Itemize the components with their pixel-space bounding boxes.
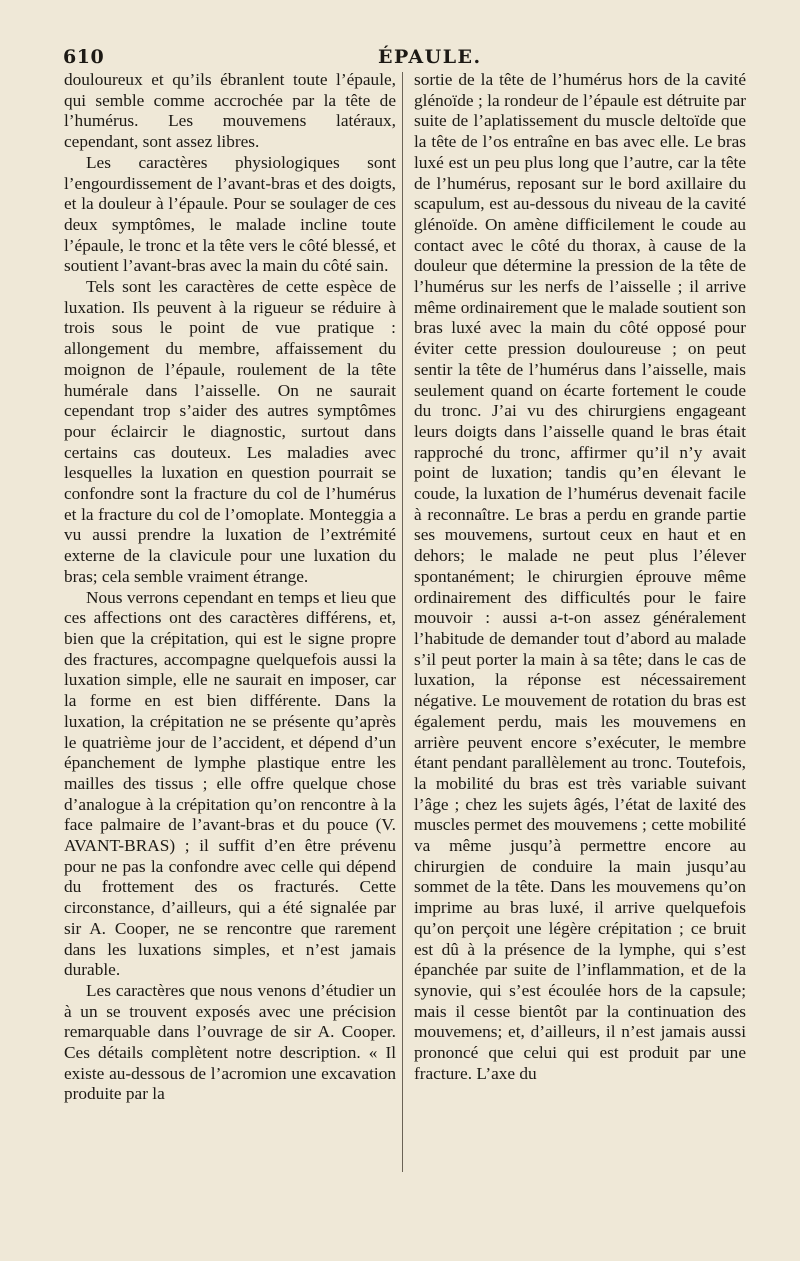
page-header bbox=[63, 46, 743, 72]
paragraph: sortie de la tête de l’humérus hors de la cavité glénoïde ; la rondeur de l’épaule est détruite par suite de l’aplatissement du muscle deltoïde que la tête de l’os entraîne en bas avec elle. Le bras luxé est un peu plus long que l’autre, car la tête de l’humérus, reposant sur le bord axillaire du scapulum, est au-dessous du niveau de la cavité glénoïde. On amène difficilement le coude au contact avec le côté du thorax, à cause de la douleur que détermine la pression de la tête de l’humérus sur les nerfs de l’aisselle ; il arrive même ordinairement que le malade soutient son bras luxé avec la main du côté opposé pour éviter cette pression douloureuse ; on peut sentir la tête de l’humérus dans l’aisselle, mais seulement quand on écarte fortement le coude du tronc. J’ai vu des chirurgiens engageant leurs doigts dans l’aisselle quand le bras était rapproché du tronc, affirmer qu’il n’y avait point de luxation; tandis qu’en élevant le coude, la luxation de l’humérus devenait facile à reconnaître. Le bras a perdu en grande partie ses mouvemens, surtout ceux en haut et en dehors; le malade ne peut plus l’élever spontanément; le chirurgien éprouve même ordinairement des difficultés pour le faire mouvoir : aussi a-t-on assez généralement l’habitude de demander tout d’abord au malade s’il peut porter la main à sa tête; dans le cas de luxation, la réponse est nécessairement négative. Le mouvement de rotation du bras est également perdu, mais les mouvemens en arrière peuvent encore s’exécuter, le membre étant pendant parallèlement au tronc. Toutefois, la mobilité du bras est très variable suivant l’âge ; chez les sujets âgés, l’état de laxité des muscles permet des mouvemens ; cette mobilité va même jusqu’à permettre encore au chirurgien de conduire la main jusqu’au sommet de la tête. Dans les mouvemens qu’on imprime au bras luxé, il arrive quelquefois qu’on perçoit une légère crépitation ; ce bruit est dû à la présence de la lymphe, qui s’est épanchée par suite de l’inflammation, et de la synovie, qui s’est écoulée hors de la capsule; mais il cesse bientôt par la continuation des mouvemens; et, d’ailleurs, il n’est jamais aussi prononcé que celui qui est produit par une fracture. L’axe du bbox=[414, 70, 746, 1083]
paragraph: douloureux et qu’ils ébranlent toute l’épaule, qui semble comme accrochée par la tête de l’humérus. Les mouvemens latéraux, cependant, sont assez libres. bbox=[64, 70, 396, 152]
paragraph: Les caractères que nous venons d’étudier un à un se trouvent exposés avec une précision remarquable dans l’ouvrage de sir A. Cooper. Ces détails complètent notre description. « Il existe au-dessous de l’acromion une excavation produite par la bbox=[64, 980, 396, 1104]
paragraph: Nous verrons cependant en temps et lieu que ces affections ont des caractères différens, et, bien que la crépitation, qui est le signe propre des fractures, accompagne quelquefois aussi la luxation simple, elle ne saurait en imposer, car la forme en est bien différente. Dans la luxation, la crépitation ne se présente qu’après le quatrième jour de l’accident, et dépend d’un épanchement de lymphe plastique entre les mailles des tissus ; elle offre quelque chose d’analogue à la crépitation qu’on rencontre à la face palmaire de l’avant-bras et du pouce (V. AVANT-BRAS) ; il suffit d’en être prévenu pour ne pas la confondre avec celle qui dépend du frottement des os fracturés. Cette circonstance, d’ailleurs, qui a été signalée par sir A. Cooper, ne se rencontre que rarement dans les luxations simples, et n’est jamais durable. bbox=[64, 587, 396, 980]
paragraph: Les caractères physiologiques sont l’engourdissement de l’avant-bras et des doigts, et la douleur à l’épaule. Pour se soulager de ces deux symptômes, le malade incline toute l’épaule, le tronc et la tête vers le côté blessé, et soutient l’avant-bras avec la main du côté sain. bbox=[64, 152, 396, 276]
column-divider bbox=[402, 72, 403, 1172]
page-number: 610 bbox=[63, 46, 105, 68]
left-column bbox=[64, 70, 396, 1105]
paragraph: Tels sont les caractères de cette espèce de luxation. Ils peuvent à la rigueur se réduire à trois sous le point de vue pratique : allongement du membre, affaissement du moignon de l’épaule, roulement de la tête humérale dans l’aisselle. On ne saurait cependant trop s’aider des autres symptômes pour éclaircir le diagnostic, surtout dans certains cas douteux. Les maladies avec lesquelles la luxation en question pourrait se confondre sont la fracture du col de l’humérus et la fracture du col de l’omoplate. Monteggia a vu aussi prendre la luxation de l’extrémité externe de la clavicule pour une luxation du bras; cela semble vraiment étrange. bbox=[64, 277, 396, 586]
running-title: ÉPAULE. bbox=[378, 46, 482, 68]
right-column bbox=[414, 70, 746, 1084]
